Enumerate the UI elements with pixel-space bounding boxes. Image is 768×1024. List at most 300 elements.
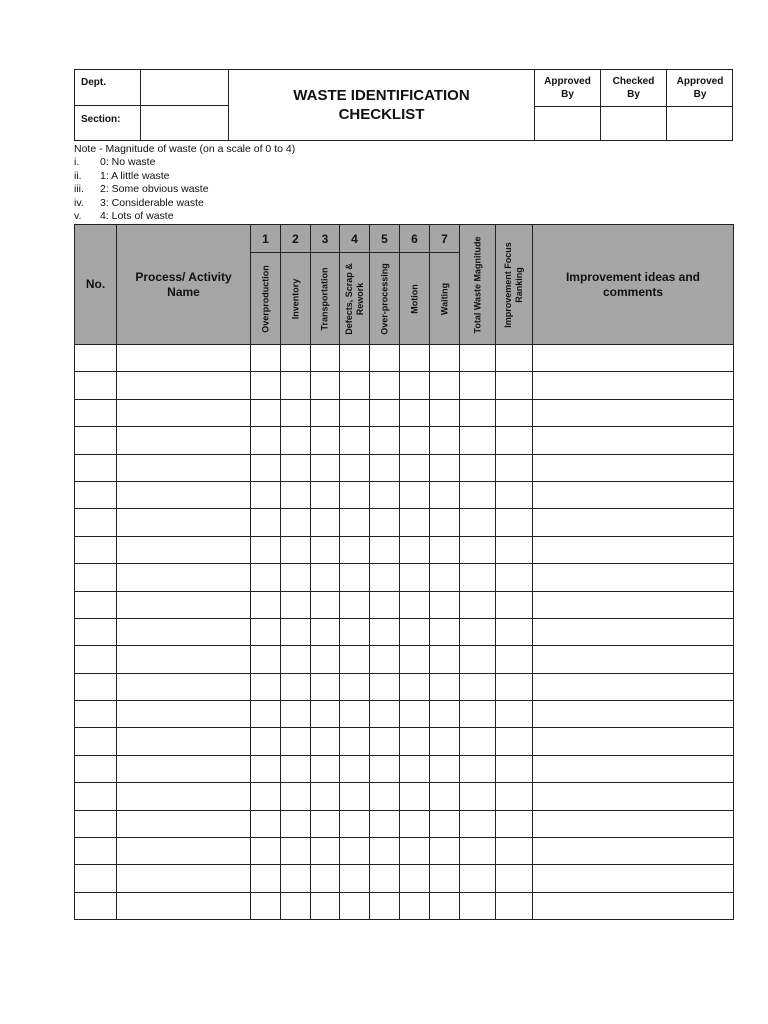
table-cell[interactable] [430, 399, 460, 426]
table-cell[interactable] [281, 454, 311, 481]
table-cell[interactable] [117, 701, 251, 728]
table-cell[interactable] [251, 399, 281, 426]
table-cell[interactable] [281, 372, 311, 399]
table-cell[interactable] [460, 591, 496, 618]
table-cell[interactable] [340, 618, 370, 645]
table-row [75, 892, 734, 919]
table-cell[interactable] [311, 618, 340, 645]
table-cell[interactable] [281, 481, 311, 508]
table-cell[interactable] [430, 591, 460, 618]
table-cell[interactable] [533, 372, 734, 399]
table-cell[interactable] [400, 755, 430, 782]
approval-line: Approved [544, 76, 591, 87]
table-cell[interactable] [311, 783, 340, 810]
table-cell[interactable] [400, 591, 430, 618]
table-cell[interactable] [533, 810, 734, 837]
table-cell[interactable] [496, 865, 533, 892]
table-cell[interactable] [460, 481, 496, 508]
table-cell[interactable] [533, 564, 734, 591]
table-cell[interactable] [251, 591, 281, 618]
table-cell[interactable] [311, 372, 340, 399]
table-cell[interactable] [251, 646, 281, 673]
table-cell[interactable] [370, 536, 400, 563]
table-cell[interactable] [370, 838, 400, 865]
table-cell[interactable] [533, 701, 734, 728]
table-cell[interactable] [117, 783, 251, 810]
table-cell[interactable] [281, 865, 311, 892]
table-cell[interactable] [117, 427, 251, 454]
table-cell[interactable] [251, 536, 281, 563]
table-row [75, 481, 734, 508]
table-cell[interactable] [370, 783, 400, 810]
table-cell[interactable] [460, 728, 496, 755]
table-cell[interactable] [117, 399, 251, 426]
table-cell[interactable] [340, 810, 370, 837]
table-cell[interactable] [281, 591, 311, 618]
table-cell[interactable] [400, 810, 430, 837]
note-num: v. [74, 210, 82, 223]
table-cell[interactable] [496, 673, 533, 700]
table-cell[interactable] [251, 618, 281, 645]
table-cell[interactable] [281, 892, 311, 919]
table-cell[interactable] [251, 838, 281, 865]
table-cell[interactable] [400, 701, 430, 728]
table-cell[interactable] [311, 728, 340, 755]
table-cell[interactable] [311, 481, 340, 508]
table-cell[interactable] [340, 481, 370, 508]
table-cell[interactable] [251, 892, 281, 919]
table-cell[interactable] [533, 454, 734, 481]
table-cell[interactable] [251, 810, 281, 837]
table-cell[interactable] [400, 783, 430, 810]
table-cell[interactable] [75, 372, 117, 399]
table-cell[interactable] [340, 728, 370, 755]
table-cell[interactable] [400, 509, 430, 536]
table-cell[interactable] [400, 564, 430, 591]
table-cell[interactable] [460, 865, 496, 892]
table-cell[interactable] [430, 865, 460, 892]
table-cell[interactable] [533, 892, 734, 919]
table-cell[interactable] [460, 345, 496, 372]
table-cell[interactable] [311, 536, 340, 563]
table-cell[interactable] [281, 345, 311, 372]
table-cell[interactable] [496, 564, 533, 591]
table-cell[interactable] [311, 454, 340, 481]
table-cell[interactable] [400, 838, 430, 865]
table-cell[interactable] [75, 564, 117, 591]
note-num: iii. [74, 183, 84, 196]
table-cell[interactable] [117, 591, 251, 618]
table-cell[interactable] [340, 372, 370, 399]
form-header [74, 69, 733, 141]
table-cell[interactable] [311, 345, 340, 372]
table-cell[interactable] [281, 838, 311, 865]
table-cell[interactable] [370, 810, 400, 837]
table-cell[interactable] [281, 536, 311, 563]
table-cell[interactable] [281, 564, 311, 591]
table-cell[interactable] [533, 509, 734, 536]
table-cell[interactable] [75, 892, 117, 919]
dept-label: Dept. [81, 77, 106, 88]
table-cell[interactable] [460, 810, 496, 837]
table-cell[interactable] [117, 673, 251, 700]
table-cell[interactable] [311, 399, 340, 426]
table-cell[interactable] [496, 591, 533, 618]
table-cell[interactable] [370, 646, 400, 673]
col-header-ideas: Improvement ideas and comments [533, 225, 734, 345]
table-cell[interactable] [75, 618, 117, 645]
table-cell[interactable] [496, 838, 533, 865]
table-cell[interactable] [370, 399, 400, 426]
table-cell[interactable] [460, 701, 496, 728]
table-cell[interactable] [430, 345, 460, 372]
table-cell[interactable] [533, 673, 734, 700]
waste-number: 4 [340, 225, 370, 253]
table-cell[interactable] [75, 783, 117, 810]
table-cell[interactable] [533, 399, 734, 426]
table-cell[interactable] [311, 755, 340, 782]
table-cell[interactable] [311, 865, 340, 892]
table-cell[interactable] [370, 673, 400, 700]
table-cell[interactable] [430, 536, 460, 563]
table-cell[interactable] [430, 564, 460, 591]
table-cell[interactable] [430, 701, 460, 728]
table-cell[interactable] [117, 618, 251, 645]
table-cell[interactable] [75, 646, 117, 673]
approved-by-signature[interactable] [535, 107, 600, 141]
table-cell[interactable] [75, 345, 117, 372]
table-cell[interactable] [75, 454, 117, 481]
table-cell[interactable] [533, 838, 734, 865]
table-cell[interactable] [311, 427, 340, 454]
table-cell[interactable] [251, 454, 281, 481]
table-cell[interactable] [75, 509, 117, 536]
waste-type-label: Motion [409, 283, 419, 314]
table-cell[interactable] [251, 783, 281, 810]
table-cell[interactable] [533, 865, 734, 892]
table-cell[interactable] [340, 783, 370, 810]
table-cell[interactable] [370, 618, 400, 645]
waste-scale-notes [74, 143, 295, 223]
table-cell[interactable] [400, 427, 430, 454]
table-cell[interactable] [281, 673, 311, 700]
approval-line: By [627, 89, 640, 100]
table-cell[interactable] [370, 454, 400, 481]
table-cell[interactable] [533, 783, 734, 810]
table-cell[interactable] [311, 509, 340, 536]
table-cell[interactable] [430, 454, 460, 481]
table-cell[interactable] [496, 646, 533, 673]
table-cell[interactable] [251, 345, 281, 372]
table-cell[interactable] [340, 673, 370, 700]
table-cell[interactable] [496, 892, 533, 919]
table-cell[interactable] [430, 728, 460, 755]
table-cell[interactable] [496, 454, 533, 481]
table-cell[interactable] [400, 618, 430, 645]
table-cell[interactable] [251, 865, 281, 892]
table-cell[interactable] [460, 427, 496, 454]
table-cell[interactable] [533, 536, 734, 563]
table-cell[interactable] [496, 618, 533, 645]
approved-by-signature-2[interactable] [667, 107, 733, 141]
table-cell[interactable] [533, 728, 734, 755]
table-cell[interactable] [370, 509, 400, 536]
table-cell[interactable] [75, 810, 117, 837]
table-cell[interactable] [533, 427, 734, 454]
table-cell[interactable] [311, 701, 340, 728]
table-cell[interactable] [460, 892, 496, 919]
table-cell[interactable] [340, 591, 370, 618]
table-cell[interactable] [370, 728, 400, 755]
table-cell[interactable] [75, 591, 117, 618]
waste-type-header [400, 253, 430, 345]
table-cell[interactable] [430, 618, 460, 645]
table-cell[interactable] [311, 564, 340, 591]
table-cell[interactable] [370, 427, 400, 454]
table-cell[interactable] [400, 728, 430, 755]
waste-type-label: Transportation [319, 266, 330, 331]
table-cell[interactable] [370, 372, 400, 399]
table-cell[interactable] [251, 673, 281, 700]
waste-type-label: Defects, Scrap & Rework [343, 262, 365, 335]
table-cell[interactable] [340, 427, 370, 454]
table-cell[interactable] [117, 372, 251, 399]
table-cell[interactable] [75, 838, 117, 865]
table-cell[interactable] [117, 564, 251, 591]
table-cell[interactable] [117, 728, 251, 755]
waste-type-label: Overproduction [260, 264, 270, 333]
table-cell[interactable] [496, 783, 533, 810]
col-header-process: Process/ Activity Name [117, 225, 251, 345]
table-cell[interactable] [340, 564, 370, 591]
table-cell[interactable] [251, 755, 281, 782]
table-cell[interactable] [496, 701, 533, 728]
table-cell[interactable] [340, 701, 370, 728]
table-cell[interactable] [400, 892, 430, 919]
table-cell[interactable] [496, 755, 533, 782]
table-row [75, 564, 734, 591]
table-cell[interactable] [251, 509, 281, 536]
table-cell[interactable] [117, 892, 251, 919]
table-cell[interactable] [340, 509, 370, 536]
table-cell[interactable] [533, 345, 734, 372]
table-row [75, 865, 734, 892]
table-cell[interactable] [117, 481, 251, 508]
table-cell[interactable] [430, 783, 460, 810]
table-cell[interactable] [75, 755, 117, 782]
table-cell[interactable] [533, 481, 734, 508]
note-text: 4: Lots of waste [100, 210, 174, 223]
table-cell[interactable] [75, 481, 117, 508]
waste-type-header [340, 253, 370, 345]
table-cell[interactable] [75, 728, 117, 755]
table-cell[interactable] [251, 481, 281, 508]
table-cell[interactable] [75, 536, 117, 563]
table-cell[interactable] [533, 618, 734, 645]
table-cell[interactable] [400, 865, 430, 892]
table-cell[interactable] [311, 810, 340, 837]
table-cell[interactable] [340, 536, 370, 563]
table-row [75, 509, 734, 536]
table-cell[interactable] [251, 701, 281, 728]
table-cell[interactable] [281, 783, 311, 810]
waste-type-label: Inventory [290, 278, 300, 319]
table-row [75, 618, 734, 645]
checklist-rows [75, 345, 734, 920]
waste-number: 7 [430, 225, 460, 253]
table-cell[interactable] [251, 564, 281, 591]
note-item [74, 210, 295, 223]
table-cell[interactable] [75, 865, 117, 892]
table-cell[interactable] [430, 372, 460, 399]
table-cell[interactable] [281, 509, 311, 536]
table-cell[interactable] [370, 701, 400, 728]
table-cell[interactable] [281, 399, 311, 426]
table-cell[interactable] [496, 427, 533, 454]
table-cell[interactable] [340, 345, 370, 372]
table-cell[interactable] [340, 865, 370, 892]
table-cell[interactable] [370, 345, 400, 372]
table-cell[interactable] [311, 892, 340, 919]
table-cell[interactable] [117, 755, 251, 782]
table-cell[interactable] [430, 509, 460, 536]
table-cell[interactable] [496, 810, 533, 837]
table-cell[interactable] [460, 399, 496, 426]
note-text: 0: No waste [100, 156, 156, 169]
table-cell[interactable] [533, 646, 734, 673]
table-cell[interactable] [75, 673, 117, 700]
table-cell[interactable] [281, 810, 311, 837]
checked-by-signature[interactable] [601, 107, 666, 141]
table-cell[interactable] [370, 591, 400, 618]
table-row [75, 399, 734, 426]
table-row [75, 536, 734, 563]
table-cell[interactable] [340, 646, 370, 673]
table-cell[interactable] [340, 399, 370, 426]
table-cell[interactable] [75, 399, 117, 426]
table-cell[interactable] [75, 427, 117, 454]
table-cell[interactable] [400, 481, 430, 508]
table-cell[interactable] [430, 481, 460, 508]
table-cell[interactable] [311, 591, 340, 618]
table-cell[interactable] [370, 892, 400, 919]
table-cell[interactable] [340, 838, 370, 865]
table-cell[interactable] [460, 783, 496, 810]
table-cell[interactable] [496, 728, 533, 755]
table-cell[interactable] [75, 701, 117, 728]
table-cell[interactable] [533, 755, 734, 782]
table-cell[interactable] [400, 399, 430, 426]
table-cell[interactable] [311, 673, 340, 700]
title-line-1: WASTE IDENTIFICATION [293, 87, 470, 104]
dept-field[interactable] [141, 70, 228, 105]
section-field[interactable] [141, 106, 228, 141]
waste-type-header [370, 253, 400, 345]
table-cell[interactable] [251, 372, 281, 399]
table-cell[interactable] [281, 646, 311, 673]
table-cell[interactable] [430, 838, 460, 865]
table-cell[interactable] [370, 755, 400, 782]
table-cell[interactable] [311, 646, 340, 673]
table-cell[interactable] [496, 509, 533, 536]
table-cell[interactable] [340, 454, 370, 481]
table-row [75, 454, 734, 481]
waste-number: 1 [251, 225, 281, 253]
table-cell[interactable] [251, 427, 281, 454]
waste-type-header [281, 253, 311, 345]
table-cell[interactable] [460, 564, 496, 591]
table-cell[interactable] [460, 618, 496, 645]
table-cell[interactable] [400, 372, 430, 399]
table-cell[interactable] [400, 536, 430, 563]
table-cell[interactable] [400, 454, 430, 481]
table-cell[interactable] [496, 345, 533, 372]
table-cell[interactable] [117, 454, 251, 481]
table-row [75, 427, 734, 454]
waste-type-header [311, 253, 340, 345]
table-cell[interactable] [400, 673, 430, 700]
table-cell[interactable] [370, 564, 400, 591]
table-cell[interactable] [400, 345, 430, 372]
table-cell[interactable] [117, 536, 251, 563]
table-cell[interactable] [117, 865, 251, 892]
table-cell[interactable] [496, 399, 533, 426]
table-cell[interactable] [400, 646, 430, 673]
table-cell[interactable] [430, 646, 460, 673]
table-cell[interactable] [281, 701, 311, 728]
table-cell[interactable] [430, 810, 460, 837]
table-cell[interactable] [496, 372, 533, 399]
table-cell[interactable] [340, 892, 370, 919]
table-cell[interactable] [117, 838, 251, 865]
table-cell[interactable] [460, 454, 496, 481]
table-cell[interactable] [460, 536, 496, 563]
table-cell[interactable] [340, 755, 370, 782]
table-cell[interactable] [460, 372, 496, 399]
table-cell[interactable] [460, 755, 496, 782]
table-cell[interactable] [370, 865, 400, 892]
table-cell[interactable] [117, 646, 251, 673]
table-cell[interactable] [460, 673, 496, 700]
table-cell[interactable] [496, 536, 533, 563]
table-cell[interactable] [370, 481, 400, 508]
table-cell[interactable] [430, 755, 460, 782]
table-cell[interactable] [117, 810, 251, 837]
table-cell[interactable] [496, 481, 533, 508]
table-cell[interactable] [430, 892, 460, 919]
table-cell[interactable] [460, 646, 496, 673]
table-cell[interactable] [430, 673, 460, 700]
waste-checklist-table [74, 224, 734, 920]
table-cell[interactable] [533, 591, 734, 618]
table-cell[interactable] [251, 728, 281, 755]
table-cell[interactable] [281, 755, 311, 782]
waste-type-label: Waiting [439, 282, 449, 315]
table-cell[interactable] [117, 345, 251, 372]
table-cell[interactable] [281, 618, 311, 645]
note-num: iv. [74, 196, 84, 209]
table-cell[interactable] [281, 728, 311, 755]
table-cell[interactable] [117, 509, 251, 536]
table-cell[interactable] [430, 427, 460, 454]
table-cell[interactable] [281, 427, 311, 454]
approval-line: Approved [676, 76, 724, 87]
table-cell[interactable] [460, 509, 496, 536]
waste-number: 3 [311, 225, 340, 253]
note-text: 3: Considerable waste [100, 196, 204, 209]
table-cell[interactable] [311, 838, 340, 865]
table-cell[interactable] [460, 838, 496, 865]
